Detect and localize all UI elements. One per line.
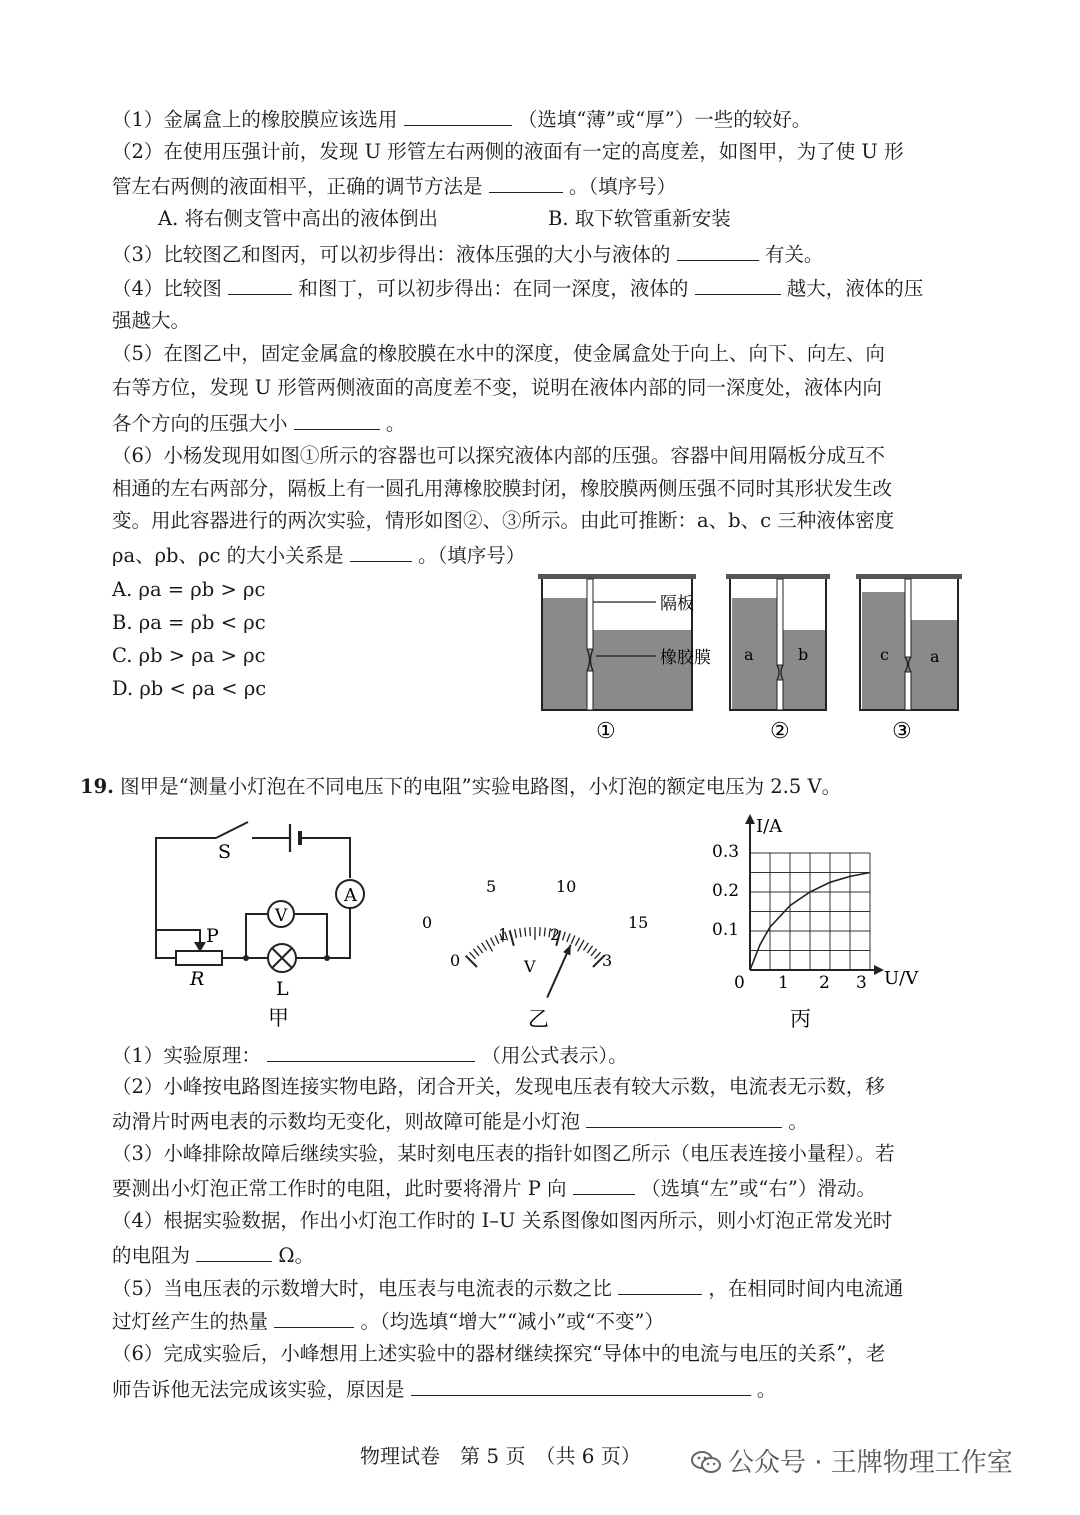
- q19-part5-line1: （5）当电压表的示数增大时，电压表与电流表的示数之比 ，在相同时间内电流通: [112, 1272, 903, 1304]
- q19-blank-5a[interactable]: [618, 1272, 702, 1295]
- liquid-label-a2: a: [930, 647, 940, 666]
- liquid-label-a: a: [744, 645, 754, 664]
- q18-blank-3[interactable]: [677, 238, 759, 261]
- voltmeter-dial: [410, 860, 660, 1035]
- dial-tick-23: [571, 935, 575, 943]
- q18-part4-line2: 强越大。: [112, 309, 191, 332]
- dial-tick-12: [520, 928, 521, 937]
- dial-unit: V: [524, 957, 536, 976]
- q19-number: 19.: [80, 775, 114, 798]
- label-switch: S: [218, 841, 232, 863]
- label-membrane: 橡胶膜: [660, 648, 711, 668]
- wechat-icon: [690, 1450, 722, 1474]
- xtick-1: 1: [778, 973, 789, 993]
- label-voltmeter: V: [275, 906, 288, 926]
- q18-choice-d[interactable]: D. ρb < ρa < ρc: [112, 677, 267, 700]
- ytick-0.3: 0.3: [712, 842, 740, 862]
- dial-tick-4: [482, 943, 487, 951]
- q18-part3-line: （3）比较图乙和图丙，可以初步得出：液体压强的大小与液体的 有关。: [112, 238, 823, 270]
- q19-part5-line2: 过灯丝产生的热量 。（均选填“增大”“减小”或“不变”）: [112, 1305, 664, 1337]
- q18-part1-line: （1）金属盒上的橡胶膜应该选用 （选填“薄”或“厚”）一些的较好。: [112, 103, 811, 135]
- q18-blank-5[interactable]: [294, 407, 380, 430]
- q18-blank-4a[interactable]: [228, 272, 292, 295]
- label-partition: 隔板: [660, 594, 694, 614]
- watermark: 公众号 · 王牌物理工作室: [690, 1442, 1013, 1479]
- dial-tick-10: [510, 930, 514, 945]
- liquid-label-c: c: [880, 645, 889, 664]
- xtick-2: 2: [819, 973, 830, 993]
- dial-needle-tip: [563, 945, 571, 956]
- q19-part4-line1: （4）根据实验数据，作出小灯泡工作时的 I–U 关系图像如图丙所示，则小灯泡正常发光时: [112, 1209, 893, 1232]
- caption-3: ③: [892, 719, 912, 744]
- q19-blank-2[interactable]: [586, 1105, 782, 1128]
- q18-part5-line3: 各个方向的压强大小 。: [112, 407, 405, 439]
- label-bulb: L: [276, 978, 289, 1000]
- q18-choice-b[interactable]: B. ρa = ρb < ρc: [112, 611, 266, 634]
- dial-upper-10: 10: [556, 877, 577, 896]
- dial-tick-28: [591, 949, 597, 956]
- dial-upper-15: 15: [628, 913, 649, 932]
- q18-blank-2[interactable]: [489, 170, 563, 193]
- q18-blank-1[interactable]: [404, 103, 512, 126]
- q19-blank-5b[interactable]: [274, 1305, 354, 1328]
- q19-blank-3[interactable]: [573, 1172, 635, 1195]
- graph-xlabel: U/V: [884, 968, 919, 989]
- caption-1: ①: [596, 719, 616, 744]
- q18-option-a: A. 将右侧支管中高出的液体倒出: [158, 207, 438, 230]
- dial-tick-2: [473, 949, 479, 956]
- dial-lower-0: 0: [450, 951, 461, 970]
- q18-part4-line1: （4）比较图 和图丁，可以初步得出：在同一深度，液体的 越大，液体的压: [112, 272, 923, 304]
- graph-ylabel: I/A: [756, 816, 783, 837]
- q19-part4-line2: 的电阻为 Ω。: [112, 1239, 314, 1271]
- dial-tick-0: [466, 956, 477, 967]
- q18-part6-line3: 变。用此容器进行的两次实验，情形如图②、③所示。由此可推断：a、b、c 三种液体密度: [112, 509, 895, 532]
- page-footer: 物理试卷 第 5 页 （共 6 页）: [360, 1444, 641, 1468]
- q19-blank-6[interactable]: [411, 1373, 751, 1396]
- dial-tick-26: [583, 943, 588, 951]
- q18-option-b: B. 取下软管重新安装: [548, 207, 731, 230]
- dial-tick-25: [578, 940, 585, 951]
- q19-part2-line2: 动滑片时两电表的示数均无变化，则故障可能是小灯泡 。: [112, 1105, 808, 1137]
- q18-part2-line2: 管左右两侧的液面相平，正确的调节方法是 。（填序号）: [112, 170, 676, 202]
- q18-part6-line1: （6）小杨发现用如图①所示的容器也可以探究液体内部的压强。容器中间用隔板分成互不: [112, 444, 885, 467]
- q18-part2-line1: （2）在使用压强计前，发现 U 形管左右两侧的液面有一定的高度差，如图甲，为了使 U 形: [112, 140, 904, 163]
- container-2: [726, 574, 830, 710]
- dial-upper-5: 5: [486, 877, 497, 896]
- q18-blank-4b[interactable]: [695, 272, 781, 295]
- q19-part6-line1: （6）完成实验后，小峰想用上述实验中的器材继续探究“导体中的电流与电压的关系”，老: [112, 1342, 886, 1365]
- dial-lower-1: 1: [498, 925, 509, 944]
- caption-yi: 乙: [528, 1007, 549, 1031]
- q19-part2-line1: （2）小峰按电路图连接实物电路，闭合开关，发现电压表有较大示数，电流表无示数，移: [112, 1075, 885, 1098]
- q18-choice-c[interactable]: C. ρb > ρa > ρc: [112, 644, 266, 667]
- dial-tick-21: [563, 932, 566, 941]
- graph-origin: 0: [734, 973, 745, 993]
- iu-graph: [700, 812, 940, 1034]
- container-figure: [530, 568, 980, 748]
- label-ammeter: A: [344, 885, 357, 906]
- q18-part6-line4: ρa、ρb、ρc 的大小关系是 。（填序号）: [112, 539, 525, 571]
- dial-tick-1: [469, 952, 475, 959]
- q19-part3-line1: （3）小峰排除故障后继续实验，某时刻电压表的指针如图乙所示（电压表连接小量程）。若: [112, 1142, 895, 1165]
- q18-blank-6[interactable]: [350, 539, 412, 562]
- label-slider: P: [206, 925, 219, 947]
- x-axis-arrow: [874, 965, 884, 975]
- dial-tick-27: [587, 946, 592, 953]
- dial-lower-2: 2: [550, 925, 561, 944]
- dial-lower-3: 3: [602, 951, 613, 970]
- q18-part5-line2: 右等方位，发现 U 形管两侧液面的高度差不变，说明在液体内部的同一深度处，液体内向: [112, 376, 882, 399]
- caption-jia: 甲: [268, 1006, 289, 1030]
- q18-part6-line2: 相通的左右两部分，隔板上有一圆孔用薄橡胶膜封闭，橡胶膜两侧压强不同时其形状发生改: [112, 477, 893, 500]
- switch-lever: [216, 822, 248, 838]
- q19-blank-1[interactable]: [267, 1039, 475, 1062]
- dial-tick-11: [515, 929, 517, 938]
- q19-part1-line: （1）实验原理： （用公式表示）。: [112, 1039, 628, 1071]
- container-3: [856, 574, 962, 710]
- liquid-label-b: b: [798, 645, 809, 664]
- dial-tick-13: [525, 928, 526, 937]
- circuit-diagram: [130, 818, 390, 1033]
- q19-stem: 19. 图甲是“测量小灯泡在不同电压下的电阻”实验电路图，小灯泡的额定电压为 2.5 V。: [80, 775, 842, 798]
- dial-tick-22: [567, 934, 570, 942]
- dial-upper-0: 0: [422, 913, 433, 932]
- y-axis-arrow: [745, 814, 755, 824]
- q18-part5-line1: （5）在图乙中，固定金属盒的橡胶膜在水中的深度，使金属盒处于向上、向下、向左、向: [112, 342, 885, 365]
- rheostat-body: [176, 951, 222, 965]
- ytick-0.2: 0.2: [712, 881, 740, 901]
- q19-part3-line2: 要测出小灯泡正常工作时的电阻，此时要将滑片 P 向 （选填“左”或“右”）滑动。: [112, 1172, 876, 1204]
- q18-choice-a[interactable]: A. ρa = ρb > ρc: [112, 578, 266, 601]
- dial-tick-6: [491, 938, 495, 946]
- q19-part6-line2: 师告诉他无法完成该实验，原因是 。: [112, 1373, 776, 1405]
- caption-2: ②: [770, 719, 790, 744]
- xtick-3: 3: [856, 973, 867, 993]
- dial-tick-29: [595, 952, 601, 959]
- dial-tick-5: [486, 940, 493, 951]
- caption-bing: 丙: [790, 1007, 811, 1031]
- dial-tick-17: [544, 928, 545, 937]
- ytick-0.1: 0.1: [712, 920, 740, 940]
- q19-blank-4[interactable]: [196, 1239, 272, 1262]
- label-rheostat: R: [190, 968, 205, 990]
- dial-tick-3: [477, 946, 482, 953]
- dial-tick-24: [575, 938, 579, 946]
